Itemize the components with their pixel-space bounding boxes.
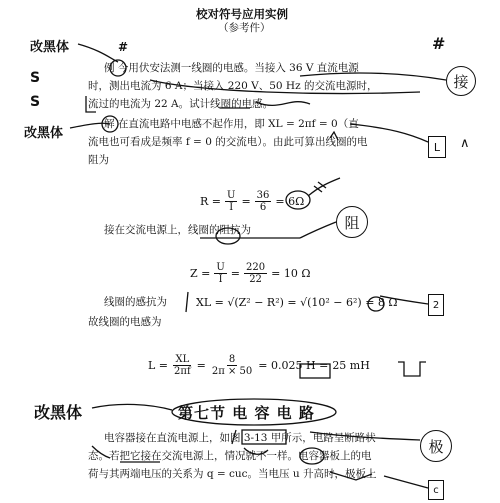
section-title: 第七节 电 容 电 路: [178, 404, 315, 422]
circled-char-jie-text: 接: [453, 72, 469, 91]
eq2-lhs: Z =: [190, 267, 211, 280]
boxed-mark-c-text: c: [433, 484, 439, 496]
arrow-section: [92, 404, 172, 410]
ellipse-section-title: [172, 399, 336, 425]
hash-mark-top-right: #: [432, 34, 446, 53]
para2-line2: 流电也可看成是频率 f = 0 的交流电）。由此可算出线圈的电: [88, 136, 368, 148]
bracket-line-3: [86, 96, 96, 112]
eq1-frac2: $\frac{36}{6}$: [256, 190, 270, 213]
eq2-eq: =: [230, 267, 241, 280]
eq2-frac1: $\frac{U}{I}$: [216, 262, 225, 285]
para2-line1: 解 在直流电路中电感不起作用，即 XL = 2πf = 0（直: [104, 118, 359, 130]
box-25mH: [300, 364, 330, 378]
arrow-to-jie: [70, 123, 110, 128]
equation-reactance: XL = √(Z² − R²) = √(10² − 6²) = 8 Ω: [196, 296, 398, 309]
page-title: 校对符号应用实例: [196, 7, 288, 21]
para3-line3: 荷与其两端电压的关系为 q = cuc。当电压 u 升高时，极板上: [88, 468, 377, 480]
arrow-to-jie: [300, 73, 446, 80]
margin-note-bold-1: 改黑体: [30, 40, 70, 55]
circle-li: [110, 60, 126, 76]
line-ac-source: 接在交流电源上，线圈的阻抗为: [104, 224, 251, 236]
eq1-eq: =: [241, 195, 251, 208]
eq4-rhs: = 0.025 H =: [258, 359, 329, 372]
page-subtitle: （参考件）: [218, 22, 271, 34]
line-inductance-intro: 故线圈的电感为: [88, 316, 162, 328]
circled-char-zu-text: 阻: [344, 213, 360, 232]
circled-char-ban-text: 极: [428, 437, 444, 456]
step-mark: [398, 362, 426, 376]
hash-mark-top: #: [118, 40, 129, 54]
eq4-eq: =: [196, 359, 206, 372]
curve-line-2: [150, 80, 420, 94]
para3-line2: 态。若把它接在交流电源上，情况就不一样。电容器板上的电: [88, 450, 372, 462]
circle-6ohm: [286, 191, 310, 209]
boxed-mark-2a-text: 2: [432, 299, 440, 311]
caret-mark: ∧: [460, 136, 470, 151]
eq4-unit: 25 mH: [332, 359, 370, 372]
arrow-to-example: [78, 44, 118, 62]
eq2-rhs: = 10 Ω: [271, 267, 311, 280]
eq1-rhs: = 6Ω: [275, 195, 305, 208]
margin-note-bold-3: 改黑体: [34, 403, 83, 422]
para1-line1: 例 今用伏安法测一线圈的电感。当接入 36 V 直流电源: [104, 62, 359, 74]
para1-line2: 时，测出电流为 6 A；当接入 220 V、50 Hz 的交流电源时，: [88, 80, 378, 92]
boxed-mark-L-text: L: [433, 140, 441, 154]
box-tu: [242, 430, 286, 444]
circle-de: [216, 228, 240, 244]
para2-line3: 阻为: [88, 154, 109, 166]
para1-line3: 流过的电流为 22 A。试计线圈的电感。: [88, 98, 274, 110]
line-reactance-intro: 线圈的感抗为: [104, 296, 167, 308]
eq1-frac1: $\frac{U}{I}$: [227, 190, 236, 213]
eq1-lhs: R =: [200, 195, 221, 208]
bracket-reactance: [186, 292, 188, 312]
para3-line1: 电容器接在直流电源上，如图 3-13 甲所示，电路呈断路状: [104, 432, 376, 444]
margin-note-s-2: S: [30, 94, 41, 110]
margin-note-bold-2: 改黑体: [24, 126, 64, 141]
eq4-frac2: $\frac{8}{2\pi \times 50}$: [211, 354, 253, 377]
margin-note-s-1: S: [30, 70, 41, 86]
bracket-ru: [232, 430, 236, 444]
arrow-to-L: [350, 124, 428, 142]
eq4-lhs: L =: [148, 359, 169, 372]
eq4-frac1: $\frac{XL}{2\pi f}$: [174, 354, 191, 377]
eq2-frac2: $\frac{220}{22}$: [246, 262, 266, 285]
